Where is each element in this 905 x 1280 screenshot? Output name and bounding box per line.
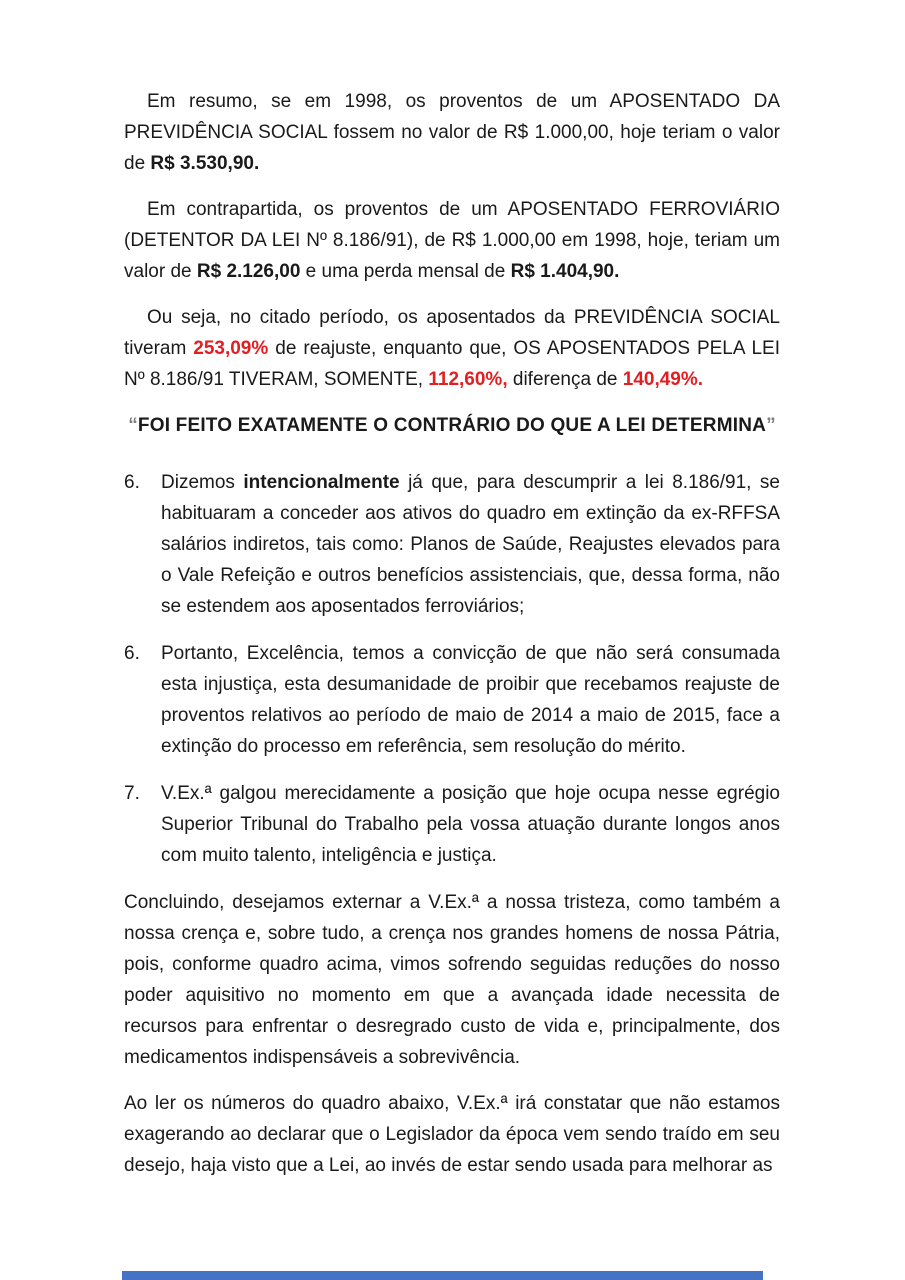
- text-run: 140,49%.: [622, 369, 704, 390]
- text-run: R$ 1.404,90.: [510, 261, 620, 282]
- text-run: diferença de: [507, 369, 623, 390]
- text-run: R$ 2.126,00: [196, 261, 301, 282]
- text-run: já que, para descumprir a lei 8.186/91, se habituaram a conceder aos ativos do quadro em extinção da ex-RFFSA salários indiretos, tais como: Planos de Saúde, Reajustes elevados para o Vale Refeição e outros benefícios assistenciais, que, dessa forma, não se estendem aos aposentados ferroviários;: [161, 472, 780, 617]
- paragraph-concluindo: [124, 887, 780, 1073]
- paragraph-reajuste: [124, 302, 780, 395]
- text-run: Portanto, Excelência, temos a convicção de que não será consumada esta injustiça, esta desumanidade de proibir que recebamos reajuste de proventos relativos ao período de maio de 2014 a maio de 2015, face a extinção do processo em referência, sem resolução do mérito.: [161, 643, 780, 757]
- text-run: FOI FEITO EXATAMENTE O CONTRÁRIO DO QUE A LEI DETERMINA: [137, 415, 767, 436]
- text-run: Dizemos: [161, 472, 244, 493]
- list-item-number: 6.: [124, 472, 140, 493]
- paragraph-resumo: [124, 86, 780, 179]
- text-run: ”: [766, 415, 776, 436]
- text-run: Concluindo, desejamos externar a V.Ex.ª a nossa tristeza, como também a nossa crença e, sobre tudo, a crença nos grandes homens de nossa Pátria, pois, conforme quadro acima, vimos sofrendo seguidas reduções do nosso poder aquisitivo no momento em que a avançada idade necessita de recursos para enfrentar o desregrado custo de vida e, principalmente, dos medicamentos indispensáveis a sobrevivência.: [124, 892, 780, 1068]
- list-item-6-intencionalmente: [124, 467, 780, 622]
- text-run: Ou seja, no citado período, os aposentados da PREVIDÊNCIA SOCIAL tiveram: [124, 307, 780, 359]
- list-item-number: 6.: [124, 643, 140, 664]
- paragraph-contrapartida: [124, 194, 780, 287]
- text-run: Em contrapartida, os proventos de um APOSENTADO FERROVIÁRIO (DETENTOR DA LEI Nº 8.186/91), de R$ 1.000,00 em 1998, hoje, teriam um valor de: [124, 199, 780, 282]
- text-run: e uma perda mensal de: [300, 261, 511, 282]
- text-run: Ao ler os números do quadro abaixo, V.Ex.ª irá constatar que não estamos exagerando ao declarar que o Legislador da época vem sendo traído em seu desejo, haja visto que a Lei, ao invés de estar sendo usada para melhorar as: [124, 1093, 780, 1176]
- list-item-7-vexa: [124, 778, 780, 871]
- text-run: V.Ex.ª galgou merecidamente a posição que hoje ocupa nesse egrégio Superior Tribunal do Trabalho pela vossa atuação durante longos anos com muito talento, inteligência e justiça.: [161, 783, 780, 866]
- text-run: 253,09%: [193, 338, 269, 359]
- list-item-6-portanto: [124, 638, 780, 762]
- list-item-number: 7.: [124, 783, 140, 804]
- text-run: intencionalmente: [243, 472, 400, 493]
- text-run: R$ 3.530,90.: [150, 153, 260, 174]
- text-run: 112,60%,: [428, 369, 508, 390]
- table-top-edge: [122, 1271, 763, 1280]
- section-heading-contrario-da-lei: [124, 410, 780, 441]
- text-run: de reajuste, enquanto que, OS APOSENTADOS PELA LEI Nº 8.186/91 TIVERAM, SOMENTE,: [124, 338, 780, 390]
- text-run: Em resumo, se em 1998, os proventos de um APOSENTADO DA PREVIDÊNCIA SOCIAL fossem no valor de R$ 1.000,00, hoje teriam o valor de: [124, 91, 780, 174]
- paragraph-ao-ler: [124, 1088, 780, 1181]
- text-run: “: [128, 415, 138, 436]
- document-body: [124, 86, 780, 1196]
